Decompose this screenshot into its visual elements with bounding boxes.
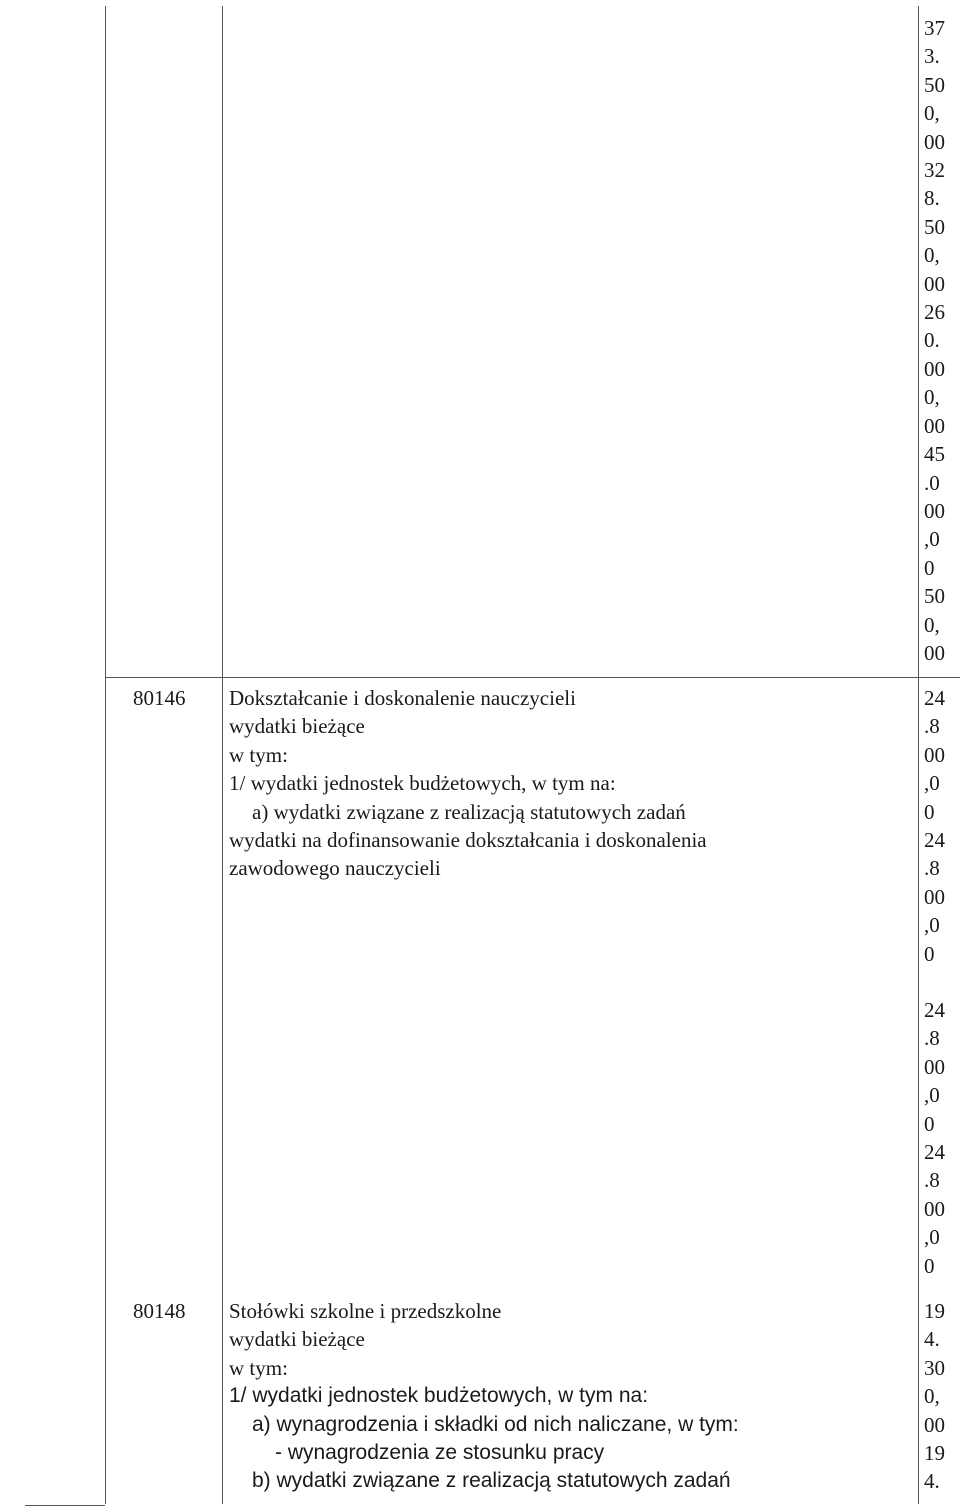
value-fragment: 00 [924, 129, 945, 154]
desc-line: 1/ wydatki jednostek budżetowych, w tym na: [229, 1384, 649, 1408]
value-fragment: 00 [924, 271, 945, 296]
value-fragment: 00 [924, 356, 945, 381]
value-fragment: 26 [924, 300, 945, 325]
value-fragment: 32 [924, 158, 945, 183]
section-desc-80148 [229, 1297, 739, 1496]
value-fragment: 0, [924, 385, 940, 410]
value-fragment: 00 [924, 498, 945, 523]
value-fragment: 50 [924, 584, 945, 609]
desc-line: - wynagrodzenia ze stosunku pracy [275, 1441, 605, 1465]
value-fragment: ,0 [924, 527, 940, 552]
value-fragment: 00 [924, 884, 945, 909]
desc-line: wydatki na dofinansowanie dokształcania i doskonalenia [229, 828, 707, 853]
value-column-80146-a [924, 684, 960, 968]
value-fragment: 0, [924, 612, 940, 637]
desc-line: wydatki bieżące [229, 1327, 365, 1352]
value-fragment: 4. [924, 1327, 940, 1352]
value-fragment: ,0 [924, 1083, 940, 1108]
value-fragment: .0 [924, 470, 940, 495]
value-fragment: 0 [924, 799, 935, 824]
value-fragment: 24 [924, 998, 945, 1022]
row-divider [106, 677, 960, 678]
value-fragment: 50 [924, 214, 945, 239]
value-fragment: 0 [924, 1111, 935, 1136]
value-fragment: 50 [924, 72, 945, 97]
value-fragment: 24 [924, 686, 945, 710]
value-fragment: 30 [924, 1355, 945, 1380]
value-column-top [924, 14, 960, 667]
section-desc-80146 [229, 684, 707, 883]
value-fragment: 3. [924, 44, 940, 69]
value-fragment: .8 [924, 856, 940, 881]
value-fragment: 00 [924, 1054, 945, 1079]
value-fragment: ,0 [924, 1225, 940, 1250]
value-column-80148 [924, 1297, 960, 1496]
value-fragment: .8 [924, 1168, 940, 1193]
desc-line: w tym: [229, 742, 288, 767]
value-fragment: 4. [924, 1469, 940, 1494]
value-fragment: .8 [924, 1026, 940, 1051]
value-fragment: 00 [924, 742, 945, 767]
value-fragment: 45 [924, 442, 945, 467]
value-fragment: 24 [924, 1140, 945, 1165]
value-fragment: 00 [924, 413, 945, 438]
desc-line: wydatki bieżące [229, 714, 365, 739]
column-divider-values [918, 6, 919, 1504]
value-fragment: 19 [924, 1441, 945, 1466]
value-fragment: 8. [924, 186, 940, 211]
section-code-80148: 80148 [133, 1299, 186, 1323]
desc-line: Dokształcanie i doskonalenie nauczycieli [229, 686, 576, 710]
value-fragment: 0, [924, 1384, 940, 1409]
desc-line: w tym: [229, 1355, 288, 1380]
value-fragment: 37 [924, 16, 945, 40]
table-left-border [105, 6, 106, 1504]
desc-line: 1/ wydatki jednostek budżetowych, w tym na: [229, 771, 616, 796]
value-fragment: 0 [924, 941, 935, 966]
value-fragment: 0. [924, 328, 940, 353]
page-footer-rule [25, 1505, 105, 1506]
desc-line: zawodowego nauczycieli [229, 856, 441, 881]
value-fragment: 00 [924, 1412, 945, 1437]
value-fragment: 19 [924, 1299, 945, 1323]
value-fragment: 0, [924, 101, 940, 126]
desc-line: b) wydatki związane z realizacją statutowych zadań [252, 1469, 731, 1493]
value-fragment: 0, [924, 243, 940, 268]
value-fragment: 00 [924, 640, 945, 665]
section-code-80146: 80146 [133, 686, 186, 710]
value-fragment: 0 [924, 1253, 935, 1278]
column-divider-code [222, 6, 223, 1504]
value-fragment: 24 [924, 828, 945, 853]
desc-line: Stołówki szkolne i przedszkolne [229, 1299, 502, 1323]
value-fragment: 00 [924, 1196, 945, 1221]
value-fragment: .8 [924, 714, 940, 739]
value-fragment: ,0 [924, 771, 940, 796]
value-column-80146-b [924, 996, 960, 1280]
desc-line: a) wynagrodzenia i składki od nich naliczane, w tym: [252, 1412, 739, 1436]
value-fragment: ,0 [924, 913, 940, 938]
desc-line: a) wydatki związane z realizacją statutowych zadań [252, 799, 686, 824]
value-fragment: 0 [924, 555, 935, 580]
